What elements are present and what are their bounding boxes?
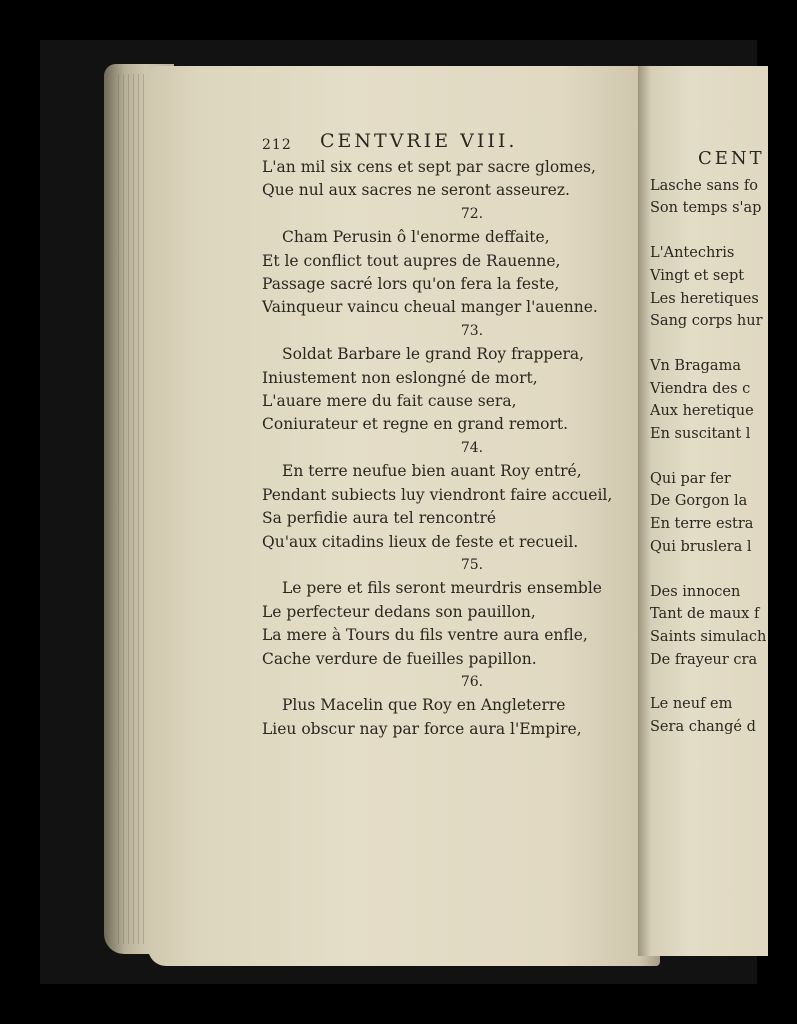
stanza-gap	[650, 559, 790, 581]
right-verse-line: Tant de maux f	[650, 606, 760, 623]
right-verse-line: Le neuf em	[650, 696, 733, 713]
verse-line: Coniurateur et regne en grand remort.	[262, 415, 569, 434]
verse-line: Le pere et fils seront meurdris ensemble	[282, 579, 602, 598]
right-verse-line: De Gorgon la	[650, 493, 748, 510]
stanza-gap	[650, 671, 790, 693]
verse-line: L'an mil six cens et sept par sacre glomes,	[262, 158, 596, 176]
left-page-text	[262, 130, 662, 741]
right-verse-line: Qui bruslera l	[650, 538, 752, 555]
running-head: CENTVRIE VIII.	[320, 130, 518, 152]
verse-line: Sa perfidie aura tel rencontré	[262, 509, 497, 528]
stanza-number: 72.	[460, 205, 484, 222]
stanza-gap	[650, 220, 790, 242]
verse-line: Qu'aux citadins lieux de feste et recueil.	[262, 532, 579, 551]
verse-line: Que nul aux sacres ne seront asseurez.	[262, 181, 570, 200]
stanza-gap	[650, 446, 790, 468]
verse-line: Lieu obscur nay par force aura l'Empire,	[262, 719, 582, 738]
right-verse-line: Des innocen	[650, 583, 741, 600]
right-verse-line: Viendra des c	[650, 380, 751, 397]
right-verse-line: De frayeur cra	[650, 651, 758, 668]
right-verse-line: Aux heretique	[650, 403, 754, 420]
verse-line: Passage sacré lors qu'on fera la feste,	[262, 275, 560, 294]
verse-line: Iniustement non eslongné de mort,	[262, 368, 538, 387]
verse-line: L'auare mere du fait cause sera,	[262, 392, 517, 411]
right-verse-line: Vn Bragama	[650, 357, 741, 374]
right-verse-line: L'Antechris	[650, 245, 735, 262]
stanza-gap	[650, 333, 790, 355]
right-verse-line: Sang corps hur	[650, 313, 763, 330]
verse-line: Cache verdure de fueilles papillon.	[262, 649, 537, 668]
verse-line: En terre neufue bien auant Roy entré,	[282, 462, 582, 481]
stanza-number: 76.	[460, 673, 484, 690]
right-verse-line: Qui par fer	[650, 470, 731, 487]
verse-line: Et le conflict tout aupres de Rauenne,	[262, 251, 561, 270]
stanza-number: 73.	[460, 322, 484, 339]
verse-list	[262, 156, 662, 741]
page-number: 212	[262, 137, 292, 153]
right-verse-line: Son temps s'ap	[650, 200, 762, 217]
right-verse-line: Les heretiques	[650, 290, 759, 307]
right-verse-line: En terre estra	[650, 516, 754, 533]
right-verse-line: Saints simulach	[650, 628, 767, 645]
right-verse-line: En suscitant l	[650, 426, 751, 443]
verse-line: Soldat Barbare le grand Roy frappera,	[282, 345, 585, 364]
verse-line: Cham Perusin ô l'enorme deffaite,	[282, 228, 550, 247]
right-page-text	[650, 148, 790, 739]
stanza-number: 75.	[460, 556, 484, 573]
verse-line: Vainqueur vaincu cheual manger l'auenne.	[262, 298, 598, 317]
verse-line: La mere à Tours du fils ventre aura enfle,	[262, 626, 588, 645]
stanza-number: 74.	[460, 439, 484, 456]
verse-line: Le perfecteur dedans son pauillon,	[262, 602, 536, 621]
right-verse-line: Lasche sans fo	[650, 177, 758, 194]
verse-line: Pendant subiects luy viendront faire accueil,	[262, 485, 613, 504]
right-verse-list	[650, 175, 790, 739]
right-verse-line: Vingt et sept	[650, 267, 745, 284]
right-verse-line: Sera changé d	[650, 719, 756, 736]
verse-line: Plus Macelin que Roy en Angleterre	[282, 696, 566, 715]
right-running-head: CENT	[698, 148, 765, 169]
page-header	[262, 130, 662, 156]
